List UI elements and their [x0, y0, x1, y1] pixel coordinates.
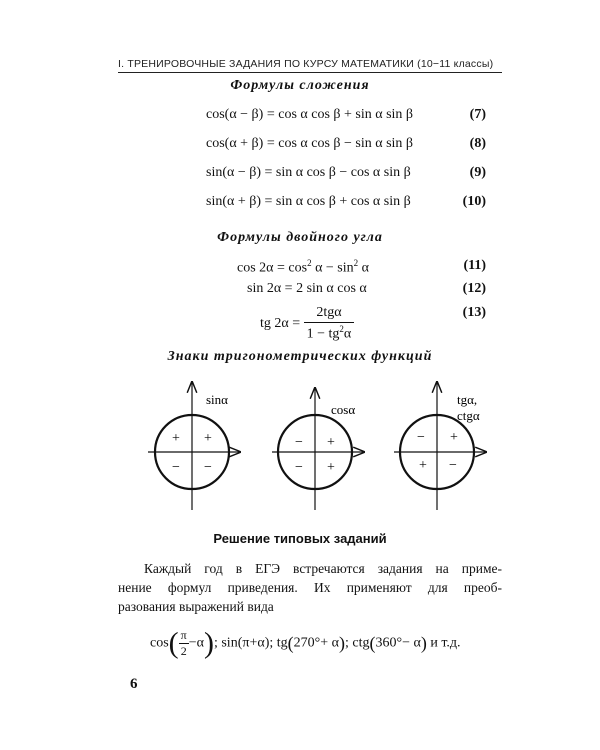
formula-7: cos(α − β) = cos α cos β + sin α sin β — [206, 107, 414, 122]
cosine-sign-circle — [272, 388, 364, 510]
section-title-double-angle: Формулы двойного угла — [217, 230, 383, 245]
formula-13-fraction: $\frac{\text{2tgα}}{1 - tg^2\alpha}$ — [304, 305, 355, 343]
sine-sign-circle — [148, 382, 240, 510]
running-header: I. ТРЕНИРОВОЧНЫЕ ЗАДАНИЯ ПО КУРСУ МАТЕМАТИКИ (10−11 классы) — [118, 58, 494, 70]
formula-13: tg 2α = $\frac{\text{2tgα}}{1 - tg^2\alpha}$ — [260, 305, 354, 343]
formula-8: cos(α + β) = cos α cos β − sin α sin β — [206, 136, 414, 151]
quadrant-1-sign: + — [327, 435, 335, 450]
formula-number-11: (11) — [463, 258, 486, 273]
quadrant-2-sign: − — [295, 435, 303, 450]
section-title-solutions: Решение типовых заданий — [213, 531, 387, 546]
formula-12: sin 2α = 2 sin α cos α — [247, 281, 367, 296]
paragraph-line: нение формул приведения. Их применяют для преоб- — [118, 580, 502, 595]
formula-number-8: (8) — [469, 136, 486, 151]
quadrant-3-sign: − — [172, 460, 180, 475]
header-rule — [118, 72, 502, 73]
circle-label: cosα — [331, 402, 356, 417]
circle-label: sinα — [206, 392, 228, 407]
paragraph — [118, 559, 502, 616]
formula-number-9: (9) — [469, 165, 486, 180]
quadrant-4-sign: − — [204, 460, 212, 475]
quadrant-1-sign: + — [204, 431, 212, 446]
formula-9: sin(α − β) = sin α cos β − cos α sin β — [206, 165, 411, 180]
page-number: 6 — [130, 676, 138, 692]
formula-number-12: (12) — [462, 281, 486, 296]
signs-diagram — [0, 370, 600, 530]
quadrant-2-sign: + — [172, 431, 180, 446]
quadrant-1-sign: + — [450, 430, 458, 445]
formula-number-7: (7) — [469, 107, 486, 122]
quadrant-4-sign: − — [449, 458, 457, 473]
formula-11: $\cos 2\alpha = \cos^2 \alpha - \sin^2 \alpha$ — [237, 258, 369, 276]
section-title-signs: Знаки тригонометрических функций — [167, 349, 433, 364]
formula-number-13: (13) — [462, 305, 486, 320]
quadrant-3-sign: − — [295, 460, 303, 475]
paragraph-line: разования выражений вида — [118, 599, 274, 614]
tangent-sign-circle — [394, 382, 486, 510]
circle-label-2: ctgα — [457, 408, 480, 423]
circle-label: tgα, — [457, 392, 478, 407]
reduction-formulas-expression: cos( $\frac{\pi}{2}$ −α); sin(π+α); tg(270°+ α); ctg(360°− α) и т.д. — [150, 626, 461, 660]
pi-over-two-fraction: $\frac{\pi}{2}$ — [180, 628, 187, 658]
quadrant-3-sign: + — [419, 458, 427, 473]
quadrant-2-sign: − — [417, 430, 425, 445]
section-title-addition: Формулы сложения — [230, 78, 370, 93]
paragraph-line: Каждый год в ЕГЭ встречаются задания на приме- — [144, 561, 502, 576]
formula-number-10: (10) — [462, 194, 486, 209]
formula-10: sin(α + β) = sin α cos β + cos α sin β — [206, 194, 411, 209]
quadrant-4-sign: + — [327, 460, 335, 475]
